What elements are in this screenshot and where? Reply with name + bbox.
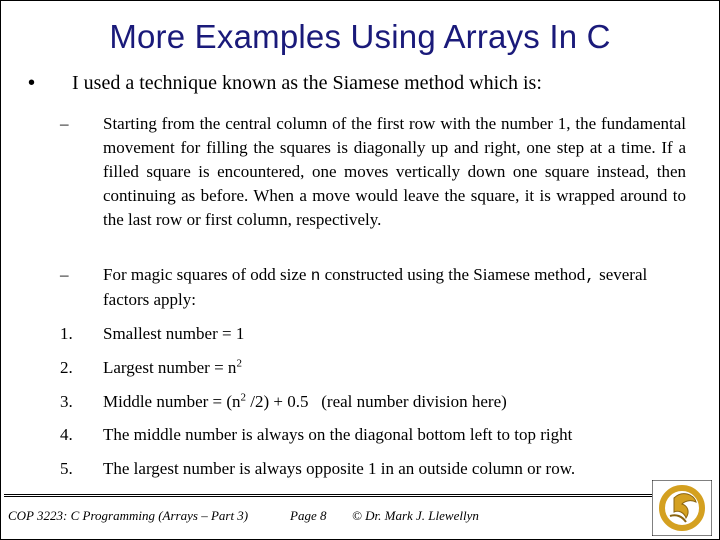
superscript: 2 [236,357,242,370]
numbered-text: The largest number is always opposite 1 in an outside column or row. [103,459,576,478]
superscript: 2 [240,391,247,404]
numbered-text [103,390,686,414]
code-n: n [310,267,321,285]
dash-marker: – [60,265,69,284]
numbered-text: Smallest number = 1 [103,324,245,343]
numbered-text: The middle number is always on the diagonal bottom left to top right [103,425,573,444]
footer-author: © Dr. Mark J. Llewellyn [352,508,479,523]
number-marker: 2. [60,358,73,377]
numbered-text-part: Middle number = (n [103,392,241,411]
number-marker: 3. [60,392,73,411]
sub-item-text: Starting from the central column of the first row with the number 1, the fundamental movement for filling the squares is diagonally up and right, one step at a time. If a filled square is encountered, one moves vertically down one square instead, then continuing as before. When a move would leave the square, it is wrapped around to the last row or first column, respectively. [103,114,686,229]
sub-item-text-part: several factors apply: [103,265,648,309]
code-comma: , [585,267,595,285]
sub-item-text-part: For magic squares of odd size [103,265,311,284]
bullet-marker: • [28,72,36,94]
footer-page: Page 8 [290,508,327,523]
number-marker: 1. [60,324,73,343]
number-marker: 4. [60,425,73,444]
number-marker: 5. [60,459,73,478]
dash-marker: – [60,114,69,133]
sub-item-text [103,263,686,312]
pegasus-logo-icon [652,480,712,536]
bullet-text: I used a technique known as the Siamese method which is: [72,72,542,94]
footer-divider [4,494,652,497]
footer-course: COP 3223: C Programming (Arrays – Part 3) [8,508,249,523]
numbered-text-part: /2) + 0.5 (real number division here) [246,392,507,411]
slide-title: More Examples Using Arrays In C [109,18,611,55]
numbered-text [103,356,686,380]
numbered-text-part: Largest number = n [103,358,237,377]
sub-item-text-part: constructed using the Siamese method [320,265,586,284]
